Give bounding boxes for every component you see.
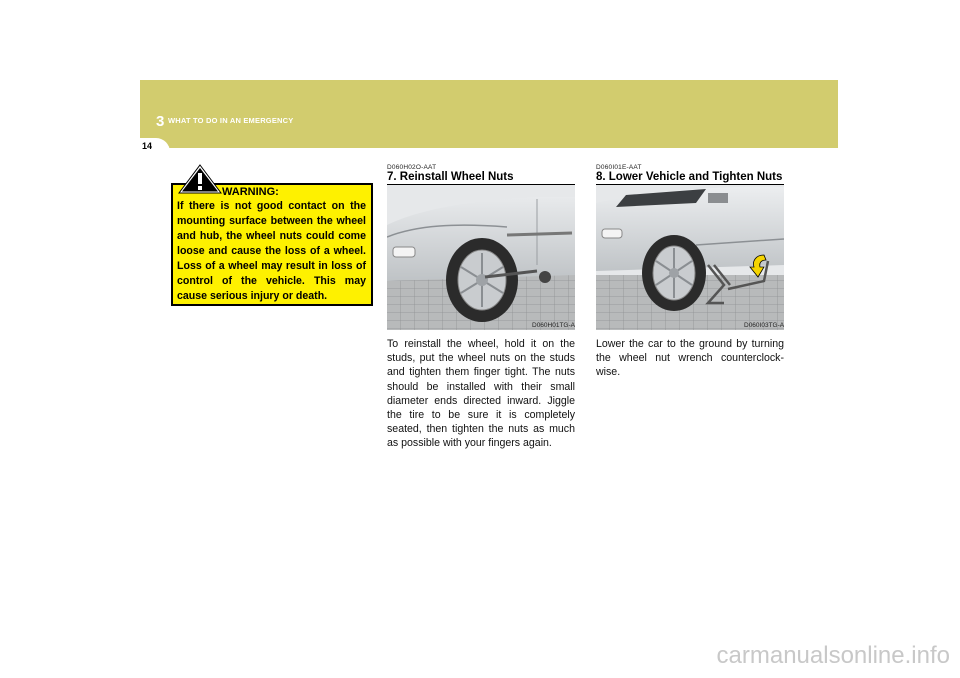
section-7-body: To reinstall the wheel, hold it on the studs, put the wheel nuts on the studs and tighten them finger tight. The nuts should be installed with their small diameter ends directed inward. Jiggle the tire to be sure it is completely seated, then tighten the nuts as much as possible with your fingers again. [387,338,575,450]
header-band [140,80,838,148]
chapter-number: 3 [156,113,165,130]
page-number: 14 [142,141,153,151]
section-7-code: D060H02O-AAT [387,164,437,171]
lower-vehicle-figure [596,185,784,330]
exclamation-triangle-icon [178,164,222,194]
chapter-title: WHAT TO DO IN AN EMERGENCY [168,116,294,125]
car-jack-illustration [596,185,784,330]
reinstall-wheel-figure [387,185,575,330]
warning-title: WARNING: [222,186,279,198]
section-8-code: D060I01E-AAT [596,164,642,171]
car-wheel-illustration [387,185,575,330]
section-7-title: 7. Reinstall Wheel Nuts [387,171,514,183]
section-8-body: Lower the car to the ground by turning the wheel nut wrench counterclock-wise. [596,338,784,379]
section-8-figure-caption: D060I03TG-A [744,322,785,329]
section-7-figure-caption: D060H01TG-A [532,322,575,329]
warning-text: If there is not good contact on the mounting surface between the wheel and hub, the wheel nuts could come loose and cause the loss of a wheel. Loss of a wheel may result in loss of control of the vehicle. This may cause serious injury or death. [177,200,366,302]
section-8-title: 8. Lower Vehicle and Tighten Nuts [596,171,783,183]
watermark: carmanualsonline.info [716,642,950,669]
